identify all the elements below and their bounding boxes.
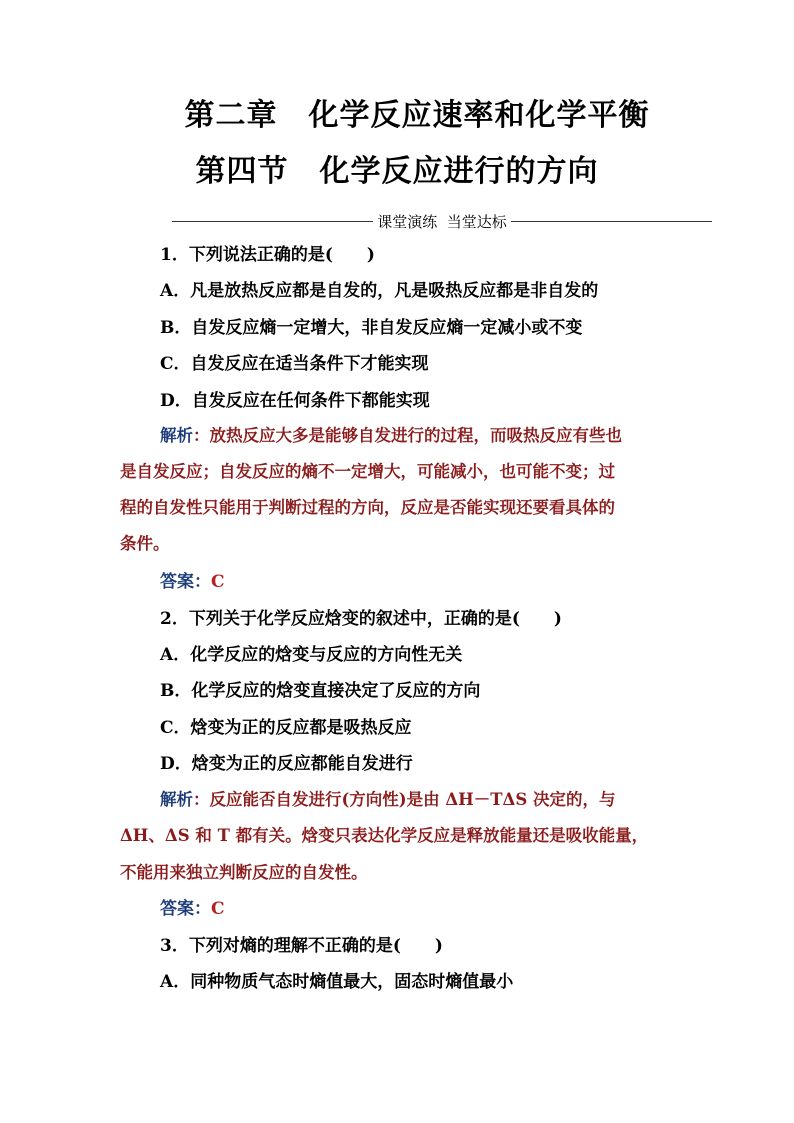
q2-stem: 2．下列关于化学反应焓变的叙述中，正确的是( ) — [160, 609, 562, 629]
q1-explanation-line-1: 解析：放热反应大多是能够自发进行的过程，而吸热反应有些也 — [160, 426, 622, 445]
q1-explanation-line-3: 程的自发性只能用于判断过程的方向，反应是否能实现还要看具体的 — [120, 498, 615, 517]
chapter-title: 第二章 化学反应速率和化学平衡 — [184, 98, 650, 133]
q1-option-d: D．自发反应在任何条件下都能实现 — [160, 391, 430, 411]
q1-answer-value: C — [211, 572, 225, 592]
banner-text: 课堂演练 当堂达标 — [377, 212, 507, 231]
q2-option-d: D．焓变为正的反应都能自发进行 — [160, 754, 413, 774]
q1-explanation-line-4: 条件。 — [120, 534, 170, 553]
q2-option-b: B．化学反应的焓变直接决定了反应的方向 — [160, 681, 481, 701]
q2-option-a: A．化学反应的焓变与反应的方向性无关 — [160, 645, 463, 665]
q1-option-a: A．凡是放热反应都是自发的，凡是吸热反应都是非自发的 — [160, 281, 599, 301]
q1-explanation-label: 解析 — [160, 426, 193, 445]
q1-answer-label: 答案： — [160, 572, 211, 592]
banner-rule-right — [511, 221, 712, 222]
q1-option-c: C．自发反应在适当条件下才能实现 — [160, 354, 429, 374]
q2-answer-value: C — [211, 899, 225, 919]
q1-stem: 1．下列说法正确的是( ) — [160, 245, 375, 265]
section-banner — [172, 210, 712, 232]
section-title: 第四节 化学反应进行的方向 — [195, 154, 599, 189]
q1-explanation-line-2: 是自发反应；自发反应的熵不一定增大，可能减小，也可能不变；过 — [120, 462, 615, 481]
q1-option-b: B．自发反应熵一定增大，非自发反应熵一定减小或不变 — [160, 318, 583, 338]
q2-explanation-line-1: 解析：反应能否自发进行(方向性)是由 ΔH－TΔS 决定的，与 — [160, 790, 616, 809]
q2-explanation-line-2: ΔH、ΔS 和 T 都有关。焓变只表达化学反应是释放能量还是吸收能量， — [120, 826, 649, 845]
q2-explanation-line-3: 不能用来独立判断反应的自发性。 — [120, 863, 368, 882]
q2-answer-label: 答案： — [160, 899, 211, 919]
banner-rule-left — [172, 221, 373, 222]
q3-option-a: A．同种物质气态时熵值最大，固态时熵值最小 — [160, 972, 514, 992]
q3-stem: 3．下列对熵的理解不正确的是( ) — [160, 936, 443, 956]
q2-option-c: C．焓变为正的反应都是吸热反应 — [160, 718, 412, 738]
q2-answer — [160, 897, 225, 921]
q2-explanation-label: 解析 — [160, 790, 193, 809]
q1-answer — [160, 570, 225, 594]
